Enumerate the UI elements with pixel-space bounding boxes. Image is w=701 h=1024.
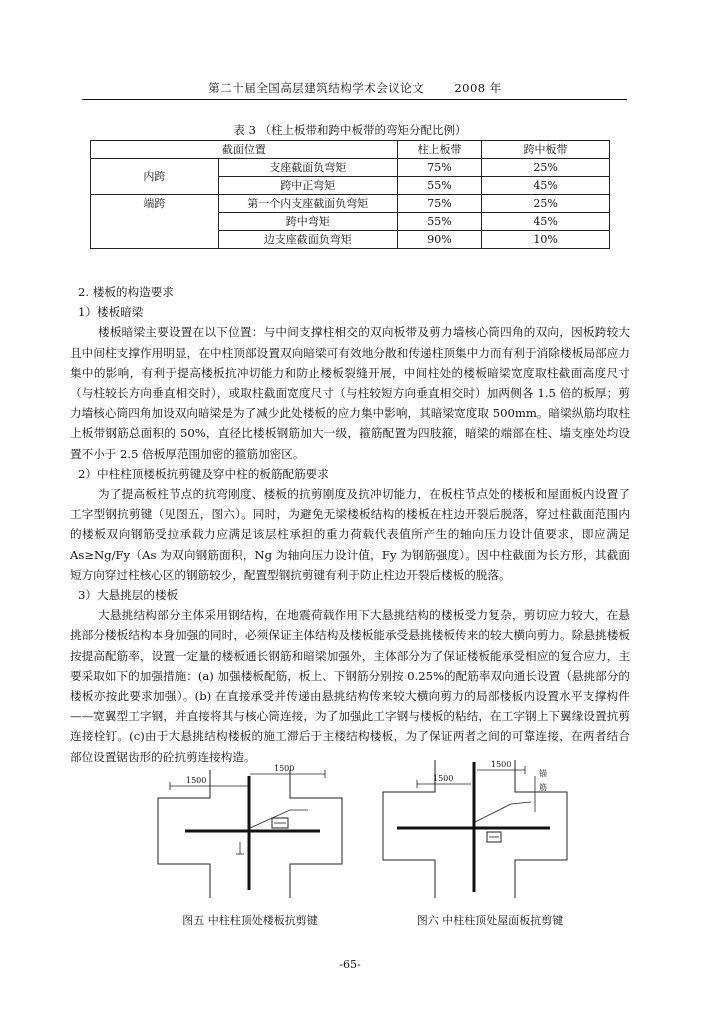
fig6-side-label-1: 锚 (539, 769, 547, 778)
row-middle-strip: 45% (482, 213, 610, 231)
header-column-strip: 柱上板带 (397, 141, 481, 159)
row-middle-strip: 10% (482, 231, 610, 249)
figure-5-caption: 图五 中柱柱顶处楼板抗剪键 (182, 914, 318, 927)
row-column-strip: 90% (397, 231, 481, 249)
row-column-strip: 55% (397, 177, 481, 195)
row-middle-strip: 45% (482, 177, 610, 195)
row-position: 跨中正弯矩 (218, 177, 397, 195)
table-row (91, 195, 610, 213)
row-position: 第一个内支座截面负弯矩 (218, 195, 397, 213)
fig6-side-label-2: 筋 (539, 783, 547, 792)
fig5-dim-left: 1500 (186, 776, 207, 785)
table-caption: 表 3 （柱上板带和跨中板带的弯矩分配比例） (233, 123, 467, 137)
figure-6-caption: 图六 中柱柱顶处屋面板抗剪键 (416, 914, 564, 927)
header-rule (82, 99, 627, 100)
row-middle-strip: 25% (482, 195, 610, 213)
moment-distribution-table (90, 140, 610, 249)
table-row (91, 159, 610, 177)
subsection-heading-3: 3）大悬挑层的楼板 (78, 588, 179, 603)
paragraph-dark-beam: 楼板暗梁主要设置在以下位置：与中间支撑柱相交的双向板带及剪力墙核心筒四角的双向，因板跨较大且中间柱支撑作用明显，在中柱顶部设置双向暗梁可有效地分散和传递柱顶集中力而有利于消除楼板局部应力集中的影响，有利于提高楼板抗冲切能力和防止楼板裂缝开展，中间柱处的楼板暗梁宽度取柱截面高度尺寸（与柱较长方向垂直相交时），或取柱截面宽度尺寸（与柱较短方向垂直相交时）加两侧各 1.5 倍的板厚；剪力墙核心筒四角加设双向暗梁是为了减少此处楼板的应力集中影响，其暗梁宽度取 500mm。暗梁纵筋均取柱上板带钢筋总面积的 50%，直径比楼板钢筋加大一级，箍筋配置为四肢箍，暗梁的端部在柱、墙支座处均设置不小于 2.5 倍板厚范围加密的箍筋加密区。 (70, 325, 630, 461)
table-header-row (91, 141, 610, 159)
subsection-heading-1: 1）楼板暗梁 (78, 305, 144, 320)
fig5-dim-right: 1500 (274, 764, 295, 773)
page-number: -65- (339, 958, 361, 971)
header-middle-strip: 跨中板带 (482, 141, 610, 159)
fig6-dim-right: 1500 (491, 760, 512, 769)
row-column-strip: 75% (397, 195, 481, 213)
row-column-strip: 55% (397, 213, 481, 231)
conference-title: 第二十届全国高层建筑结构学术会议论文 (208, 81, 425, 95)
section-heading: 2. 楼板的构造要求 (78, 285, 174, 299)
group-label: 内跨 (91, 159, 219, 195)
paragraph-cantilever: 大悬挑结构部分主体采用钢结构，在地震荷载作用下大悬挑结构的楼板受力复杂，剪切应力较大，在悬挑部分楼板结构本身加强的同时，必须保证主体结构及楼板能承受悬挑楼板传来的较大横向剪力。除悬挑楼板按提高配筋率，设置一定量的楼板通长钢筋和暗梁加强外，主体部分为了保证楼板能承受相应的复合应力，主要采取如下的加强措施：(a) 加强楼板配筋，板上、下钢筋分别按 0.25%的配筋率双向通长设置（悬挑部分的楼板亦按此要求加强）。(b) 在直接承受并传递由悬挑结构传来较大横向剪力的局部楼板内设置水平支撑构件——宽翼型工字钢，并直接将其与核心筒连接，为了加强此工字钢与楼板的粘结，在工字钢上下翼缘设置抗剪连接栓钉。(c)由于大悬挑结构楼板的施工滞后于主楼结构楼板，为了保证两者之间的可靠连接，在两者结合部位设置锯齿形的砼抗剪连接构造。 (70, 608, 630, 764)
body-text (70, 282, 630, 767)
header-year: 2008 年 (454, 81, 502, 95)
paragraph-shear-key: 为了提高板柱节点的抗弯刚度、楼板的抗剪刚度及抗冲切能力，在板柱节点处的楼板和屋面板内设置了工字型钢抗剪键（见图五，图六）。同时，为避免无梁楼板结构的楼板在柱边开裂后脱落，穿过柱截面范围内的楼板双向钢筋受拉承载力应满足该层柱承担的重力荷载代表值所产生的轴向压力设计值要求，即应满足 As≥Ng/Fy（As 为双向钢筋面积，Ng 为轴向压力设计值，Fy 为钢筋强度）。因中柱截面为长方形，其截面短方向穿过柱核心区的钢筋较少，配置型钢抗剪键有利于防止柱边开裂后楼板的脱落。 (70, 487, 630, 582)
fig6-dim-left: 1500 (433, 774, 454, 783)
subsection-heading-2: 2）中柱柱顶楼板抗剪键及穿中柱的板筋配筋要求 (78, 466, 329, 481)
header-position: 截面位置 (91, 141, 398, 159)
row-column-strip: 75% (397, 159, 481, 177)
figure-5-drawing (150, 762, 350, 902)
row-position: 支座截面负弯矩 (218, 159, 397, 177)
row-position: 跨中弯矩 (218, 213, 397, 231)
page-header (85, 80, 625, 96)
figure-6 (375, 752, 575, 902)
figure-5 (150, 762, 350, 902)
row-position: 边支座截面负弯矩 (218, 231, 397, 249)
row-middle-strip: 25% (482, 159, 610, 177)
group-label: 端跨 (91, 195, 219, 249)
